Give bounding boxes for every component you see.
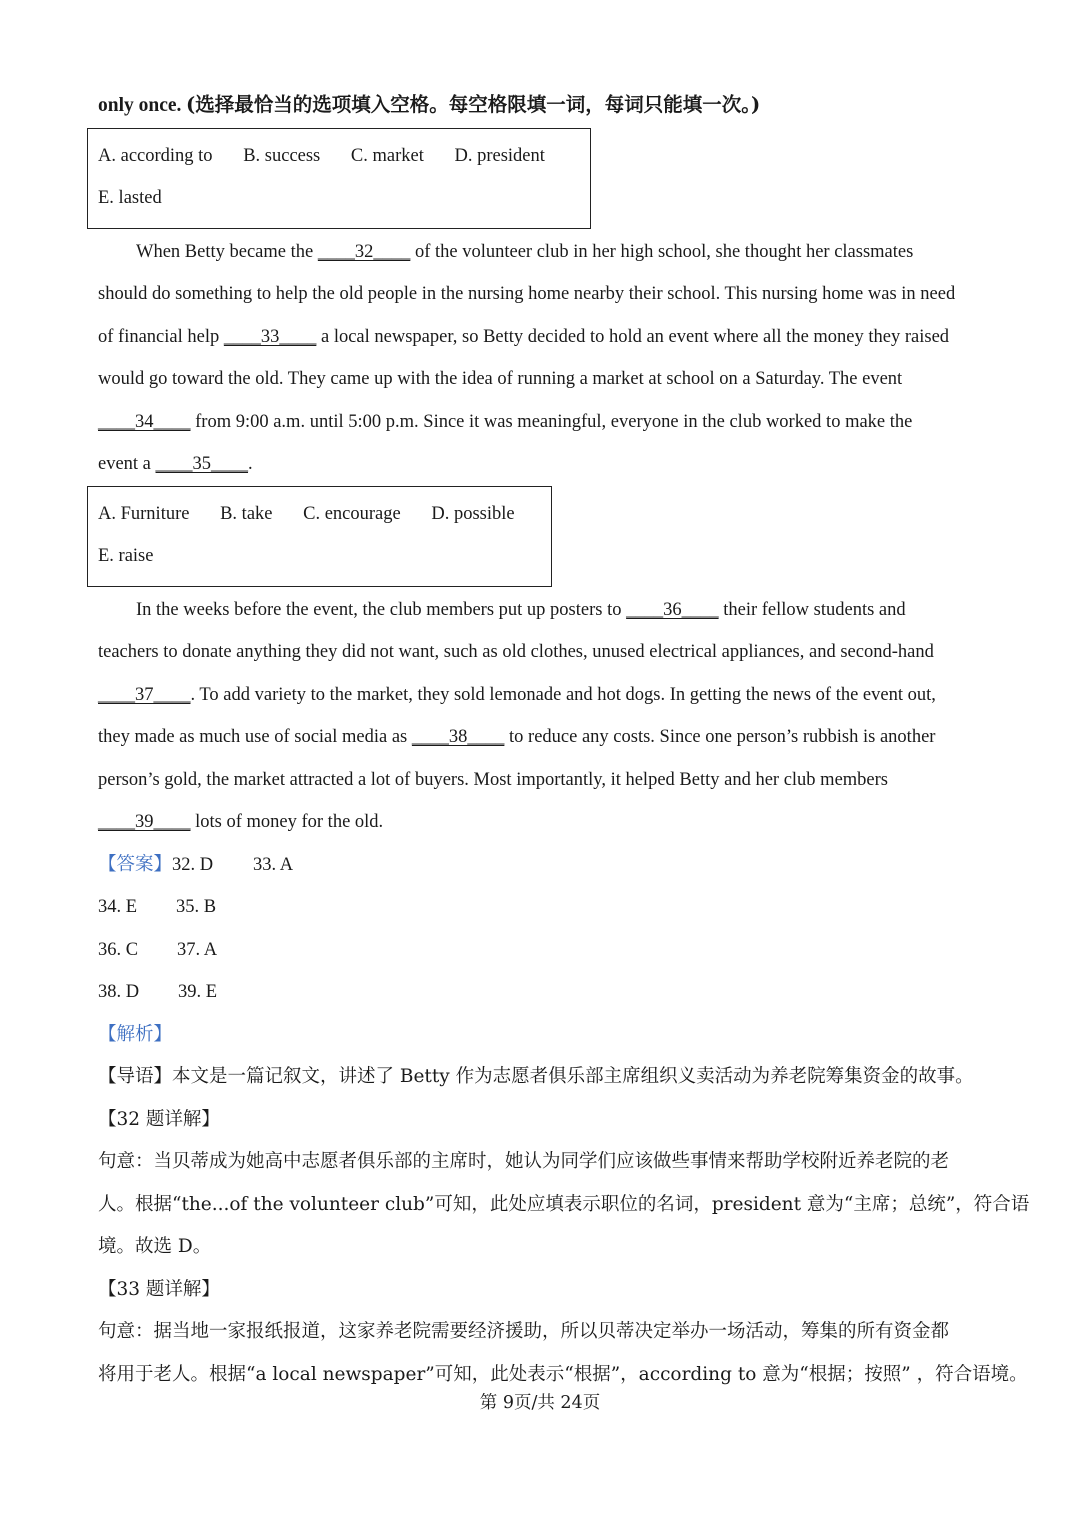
word-bank-row <box>98 177 590 220</box>
answer-35: 35. B <box>176 897 217 917</box>
text: In the weeks before the event, the club members put up posters to <box>136 599 627 620</box>
text: to reduce any costs. Since one person’s rubbish is another <box>504 727 936 747</box>
option-a: A. Furniture <box>98 503 190 524</box>
passage-line <box>98 674 982 717</box>
answer-row <box>98 929 982 972</box>
instruction-english: only once. <box>98 95 182 116</box>
passage-line <box>98 716 982 759</box>
option-d: D. president <box>454 145 545 166</box>
word-bank-row <box>98 535 551 578</box>
blank-35: ____35____ <box>155 454 249 474</box>
text: from 9:00 a.m. until 5:00 p.m. Since it was meaningful, everyone in the club worked to make the <box>190 411 913 432</box>
blank-32: ____32____ <box>317 241 411 262</box>
answer-row <box>98 844 982 887</box>
text: . <box>248 454 253 474</box>
q33-explanation: 句意：据当地一家报纸报道，这家养老院需要经济援助，所以贝蒂决定举办一场活动，筹集的所有资金都 <box>98 1321 950 1342</box>
analysis-label: 【解析】 <box>98 1023 173 1045</box>
answer-33: 33. A <box>253 854 294 875</box>
answer-34: 34. E <box>98 897 138 917</box>
word-bank-row <box>98 493 551 536</box>
page-footer: 第 9页/共 24页 <box>479 1393 601 1413</box>
answer-32: 32. D <box>172 854 214 875</box>
option-a: A. according to <box>98 145 213 166</box>
option-b: B. take <box>220 503 273 524</box>
text: . To add variety to the market, they sold lemonade and hot dogs. In getting the news of the event out, <box>190 684 936 705</box>
q32-explanation: 人。根据“the...of the volunteer club”可知，此处应填表示职位的名词，president 意为“主席；总统”，符合语 <box>98 1193 1030 1215</box>
q32-explanation: 句意：当贝蒂成为她高中志愿者俱乐部的主席时，她认为同学们应该做些事情来帮助学校附近养老院的老 <box>98 1151 950 1172</box>
text: their fellow students and <box>718 599 906 620</box>
option-c: C. encourage <box>303 503 401 524</box>
text: of the volunteer club in her high school, she thought her classmates <box>410 241 914 262</box>
passage-1 <box>98 231 982 486</box>
analysis-section <box>98 1014 1030 1397</box>
passage-line: teachers to donate anything they did not want, such as old clothes, unused electrical appliances, and second-hand <box>98 642 934 662</box>
instruction-chinese: (选择最恰当的选项填入空格。每空格限填一词，每词只能填一次。) <box>186 93 761 116</box>
blank-38: ____38____ <box>411 727 505 747</box>
blank-37: ____37____ <box>98 684 191 705</box>
instruction-line <box>98 84 982 128</box>
answer-label: 【答案】 <box>98 853 173 875</box>
option-e: E. raise <box>98 546 154 566</box>
answer-36: 36. C <box>98 939 139 960</box>
text: they made as much use of social media as <box>98 727 412 747</box>
q33-title: 【33 题详解】 <box>98 1278 220 1300</box>
option-d: D. possible <box>431 503 515 524</box>
text: lots of money for the old. <box>190 812 384 832</box>
answer-38: 38. D <box>98 982 140 1002</box>
answers-section <box>98 844 982 1014</box>
q33-explanation: 将用于老人。根据“a local newspaper”可知，此处表示“根据”，according to 意为“根据；按照” ，符合语境。 <box>98 1363 1028 1385</box>
text: a local newspaper, so Betty decided to hold an event where all the money they raised <box>316 326 950 347</box>
document-page <box>98 80 1030 1396</box>
passage-line <box>98 589 982 632</box>
blank-34: ____34____ <box>98 411 191 432</box>
option-e: E. lasted <box>98 188 162 208</box>
answer-37: 37. A <box>177 939 218 960</box>
answer-row <box>98 971 982 1014</box>
passage-line <box>98 801 982 844</box>
word-bank-row <box>98 135 590 178</box>
answer-row <box>98 886 982 929</box>
passage-line <box>98 231 982 274</box>
passage-line: would go toward the old. They came up with the idea of running a market at school on a Saturday. The event <box>98 369 903 389</box>
option-b: B. success <box>243 145 321 166</box>
passage-line: should do something to help the old people in the nursing home nearby their school. This nursing home was in need <box>98 284 956 304</box>
word-bank-box-2 <box>87 486 552 587</box>
q32-explanation: 境。故选 D。 <box>98 1236 212 1257</box>
passage-line <box>98 443 982 486</box>
word-bank-box-1 <box>87 128 591 229</box>
q32-title: 【32 题详解】 <box>98 1108 220 1130</box>
blank-33: ____33____ <box>223 326 317 347</box>
blank-39: ____39____ <box>98 812 191 832</box>
passage-line <box>98 401 982 444</box>
passage-line <box>98 316 982 359</box>
text: event a <box>98 454 156 474</box>
option-c: C. market <box>350 145 424 166</box>
passage-line: person’s gold, the market attracted a lot of buyers. Most importantly, it helped Betty and her club members <box>98 769 888 790</box>
answer-39: 39. E <box>178 982 218 1002</box>
text: When Betty became the <box>136 241 318 262</box>
passage-2 <box>98 589 982 844</box>
text: of financial help <box>98 326 224 347</box>
blank-36: ____36____ <box>626 599 719 620</box>
analysis-intro: 【导语】本文是一篇记叙文，讲述了 Betty 作为志愿者俱乐部主席组织义卖活动为养老院筹集资金的故事。 <box>98 1066 974 1087</box>
